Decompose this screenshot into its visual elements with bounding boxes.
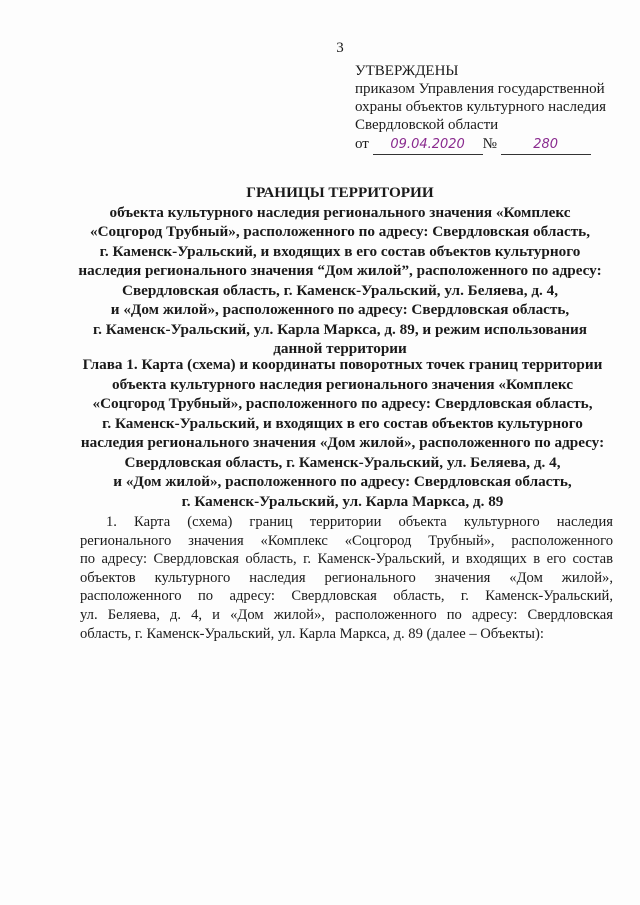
paragraph-line: область, г. Каменск-Уральский, ул. Карла Маркса, д. 89 (далее – Объекты): (80, 625, 544, 642)
title-line: объекта культурного наследия регионального значения «Комплекс (109, 203, 571, 221)
chapter-line: и «Дом жилой», расположенного по адресу: Свердловская область, (113, 473, 572, 490)
title-line: Свердловская область, г. Каменск-Уральский, ул. Беляева, д. 4, (121, 281, 558, 299)
number-prefix: № (482, 136, 497, 152)
paragraph-line: объектов культурного наследия регионального значения «Дом жилой», (80, 569, 613, 586)
handwritten-order-number: 280 (501, 136, 591, 155)
title-line: наследия регионального значения “Дом жилой”, расположенного по адресу: (78, 262, 602, 279)
approval-stamp (355, 62, 630, 155)
chapter-line: наследия регионального значения «Дом жилой», расположенного по адресу: (80, 434, 605, 451)
body-paragraph (80, 513, 613, 643)
paragraph-line: ул. Беляева, д. 4, и «Дом жилой», расположенного по адресу: Свердловская (80, 606, 613, 623)
page-number: 3 (336, 40, 344, 56)
chapter-line: объекта культурного наследия регионального значения «Комплекс (111, 375, 574, 393)
approval-line-2: охраны объектов культурного наследия (355, 99, 607, 115)
paragraph-line: 1. Карта (схема) границ территории объекта культурного наследия (106, 514, 613, 530)
approval-date-line (355, 135, 630, 155)
paragraph-line: расположенного по адресу: Свердловская область, г. Каменск-Уральский, (80, 588, 613, 605)
date-prefix: от (355, 136, 369, 152)
title-line: и «Дом жилой», расположенного по адресу: Свердловская область, (110, 301, 570, 318)
chapter-line: г. Каменск-Уральский, и входящих в его состав объектов культурного (102, 414, 583, 432)
title-main: ГРАНИЦЫ ТЕРРИТОРИИ (246, 184, 434, 201)
chapter-line: «Соцгород Трубный», расположенного по адресу: Свердловская область, (92, 395, 593, 412)
title-line: «Соцгород Трубный», расположенного по адресу: Свердловская область, (89, 223, 590, 240)
chapter-line: г. Каменск-Уральский, ул. Карла Маркса, д. 89 (181, 492, 504, 510)
title-line: г. Каменск-Уральский, и входящих в его состав объектов культурного (99, 242, 581, 260)
paragraph-line: регионального значения «Комплекс «Соцгород Трубный», расположенного (80, 532, 613, 549)
document-title (70, 183, 610, 359)
paragraph-line: по адресу: Свердловская область, г. Каменск-Уральский, и входящих в его состав (80, 551, 613, 568)
approval-line-3: Свердловской области (355, 117, 499, 133)
handwritten-date: 09.04.2020 (373, 136, 483, 155)
chapter-line: Глава 1. Карта (схема) и координаты поворотных точек границ территории (82, 356, 603, 373)
chapter-heading (70, 355, 615, 511)
approval-line-1: приказом Управления государственной (355, 81, 605, 97)
title-line: г. Каменск-Уральский, ул. Карла Маркса, д. 89, и режим использования (93, 320, 587, 338)
approval-heading: УТВЕРЖДЕНЫ (355, 63, 459, 79)
title-line: данной территории (273, 340, 407, 357)
chapter-line: Свердловская область, г. Каменск-Уральский, ул. Беляева, д. 4, (124, 453, 561, 471)
